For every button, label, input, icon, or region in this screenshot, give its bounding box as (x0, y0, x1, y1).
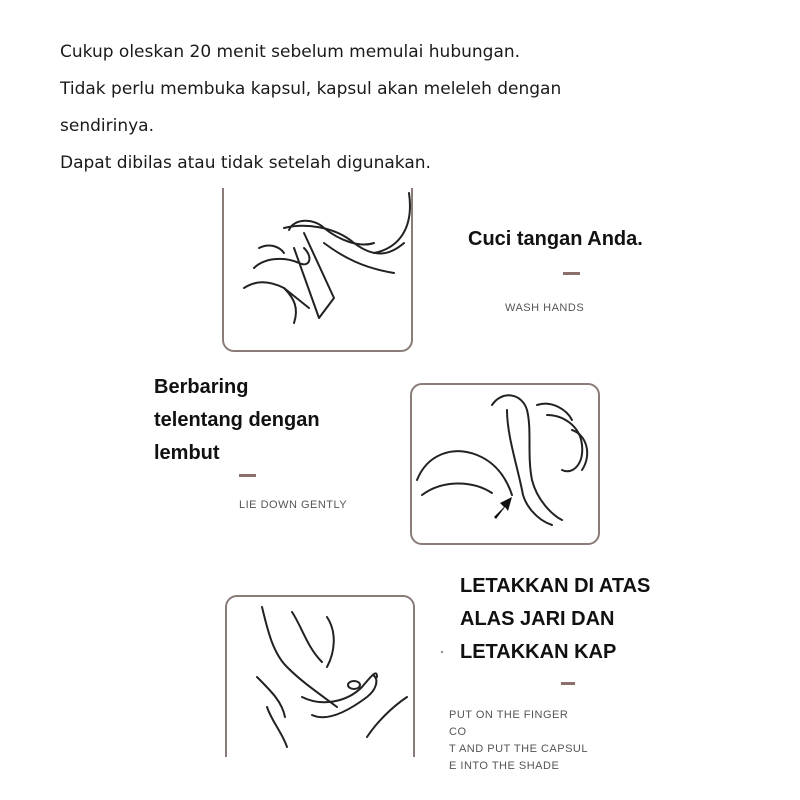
step-3-title-line-2: ALAS JARI DAN (460, 608, 615, 630)
intro-line-2: Tidak perlu membuka kapsul, kapsul akan meleleh dengan (60, 79, 562, 99)
step-3-subtitle-line-3: E INTO THE SHADE (449, 760, 560, 772)
finger-capsule-icon (227, 597, 413, 757)
step-3-subtitle-line-2: T AND PUT THE CAPSUL (449, 743, 588, 755)
step-3-subtitle-line-1: PUT ON THE FINGER CO (449, 709, 569, 738)
step-2-divider (239, 474, 256, 477)
step-2-title-line-1: Berbaring (154, 376, 249, 398)
intro-text (60, 34, 760, 182)
step-1-subtitle: WASH HANDS (505, 302, 585, 314)
decorative-dot (441, 651, 443, 653)
step-1-divider (563, 272, 580, 275)
wash-hands-panel (222, 188, 413, 352)
step-2-title (154, 371, 374, 470)
step-3-title-line-3: LETAKKAN KAP (460, 641, 617, 663)
step-1-title: Cuci tangan Anda. (468, 228, 643, 250)
step-3-title (460, 570, 760, 669)
hands-washing-icon (224, 188, 411, 350)
step-3-subtitle (449, 707, 589, 775)
lying-down-icon (412, 385, 598, 543)
step-3-divider (561, 682, 575, 685)
step-2-title-line-2: telentang dengan (154, 409, 320, 431)
intro-line-1: Cukup oleskan 20 menit sebelum memulai hubungan. (60, 42, 521, 62)
lie-down-panel (410, 383, 600, 545)
intro-line-4: Dapat dibilas atau tidak setelah digunakan. (60, 153, 431, 173)
step-2-title-line-3: lembut (154, 442, 220, 464)
step-3-title-line-1: LETAKKAN DI ATAS (460, 575, 651, 597)
intro-line-3: sendirinya. (60, 116, 154, 136)
step-2-subtitle: LIE DOWN GENTLY (239, 499, 348, 511)
finger-capsule-panel (225, 595, 415, 757)
